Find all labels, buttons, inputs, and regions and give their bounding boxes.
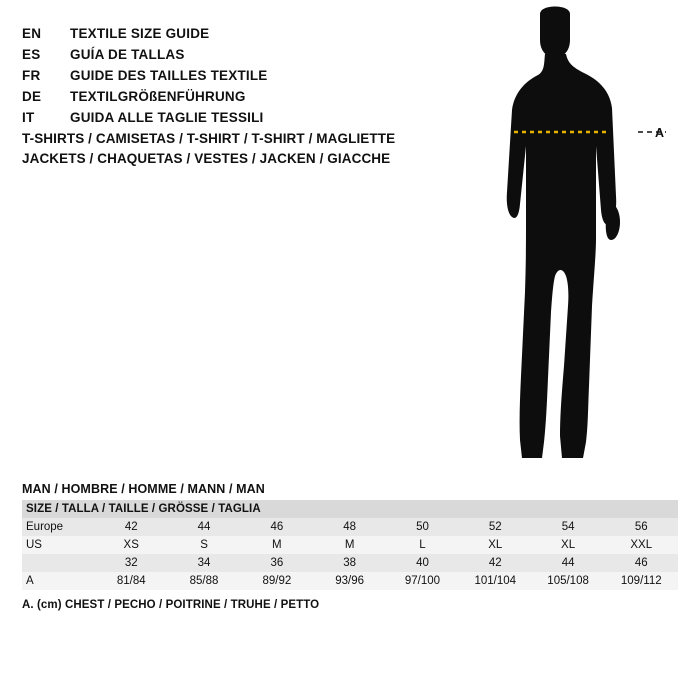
cell-a-6: 105/108 <box>547 575 589 587</box>
cell-us-4: L <box>419 539 426 551</box>
cell-usnum-3: 38 <box>343 557 357 569</box>
cell-europe-6: 54 <box>561 521 575 533</box>
language-code-it: IT <box>22 110 35 125</box>
row-label-us: US <box>26 539 42 551</box>
cell-us-7: XXL <box>630 539 653 551</box>
category-block <box>22 129 492 169</box>
cell-a-4: 97/100 <box>404 575 441 587</box>
size-table-section <box>22 482 678 611</box>
cell-usnum-0: 32 <box>124 557 138 569</box>
cell-usnum-2: 36 <box>270 557 284 569</box>
language-row <box>22 45 442 64</box>
cell-usnum-5: 42 <box>488 557 502 569</box>
cell-a-3: 93/96 <box>335 575 365 587</box>
language-title-fr: GUIDE DES TAILLES TEXTILE <box>70 68 268 83</box>
cell-europe-7: 56 <box>634 521 648 533</box>
table-header-label: SIZE / TALLA / TAILLE / GRÖSSE / TAGLIA <box>26 503 261 515</box>
table-row <box>22 572 678 590</box>
cell-europe-4: 50 <box>416 521 429 533</box>
cell-us-2: M <box>272 539 282 551</box>
language-code-es: ES <box>22 47 41 62</box>
cell-europe-0: 42 <box>124 521 138 533</box>
size-table <box>22 500 678 590</box>
language-code-fr: FR <box>22 68 41 83</box>
cell-usnum-7: 46 <box>634 557 648 569</box>
category-line-jackets: JACKETS / CHAQUETAS / VESTES / JACKEN / GIACCHE <box>22 151 391 166</box>
silhouette-shape <box>507 7 620 459</box>
cell-europe-1: 44 <box>197 521 211 533</box>
cell-us-6: XL <box>561 539 576 551</box>
row-label-us-numeric <box>22 554 95 572</box>
language-row <box>22 66 442 85</box>
cell-a-1: 85/88 <box>189 575 219 587</box>
cell-us-1: S <box>200 539 208 551</box>
table-footnote: A. (cm) CHEST / PECHO / POITRINE / TRUHE / PETTO <box>22 599 320 611</box>
language-row <box>22 108 442 127</box>
category-line-tshirts: T-SHIRTS / CAMISETAS / T-SHIRT / T-SHIRT / MAGLIETTE <box>22 131 396 146</box>
male-silhouette-figure <box>470 6 690 466</box>
row-label-europe: Europe <box>26 521 64 533</box>
language-title-es: GUÍA DE TALLAS <box>70 47 185 62</box>
language-title-it: GUIDA ALLE TAGLIE TESSILI <box>70 110 264 125</box>
cell-usnum-4: 40 <box>416 557 429 569</box>
cell-a-2: 89/92 <box>262 575 292 587</box>
cell-a-0: 81/84 <box>116 575 146 587</box>
cell-europe-5: 52 <box>488 521 502 533</box>
cell-us-5: XL <box>488 539 503 551</box>
table-group-label: MAN / HOMBRE / HOMME / MANN / MAN <box>22 482 265 496</box>
language-code-en: EN <box>22 26 42 41</box>
language-row <box>22 24 442 43</box>
cell-us-0: XS <box>123 539 139 551</box>
language-row <box>22 87 442 106</box>
cell-a-5: 101/104 <box>474 575 517 587</box>
cell-a-7: 109/112 <box>620 575 662 587</box>
language-title-en: TEXTILE SIZE GUIDE <box>70 26 210 41</box>
table-row <box>22 554 678 572</box>
row-label-a: A <box>26 575 34 587</box>
table-header-row <box>22 500 678 518</box>
chest-callout-label: A <box>655 126 665 140</box>
table-row <box>22 536 678 554</box>
language-header-block <box>22 24 442 129</box>
cell-europe-2: 46 <box>270 521 284 533</box>
cell-usnum-1: 34 <box>197 557 211 569</box>
table-row <box>22 518 678 536</box>
language-code-de: DE <box>22 89 42 104</box>
cell-usnum-6: 44 <box>561 557 575 569</box>
cell-europe-3: 48 <box>343 521 357 533</box>
language-title-de: TEXTILGRÖßENFÜHRUNG <box>70 89 246 104</box>
cell-us-3: M <box>344 539 355 551</box>
